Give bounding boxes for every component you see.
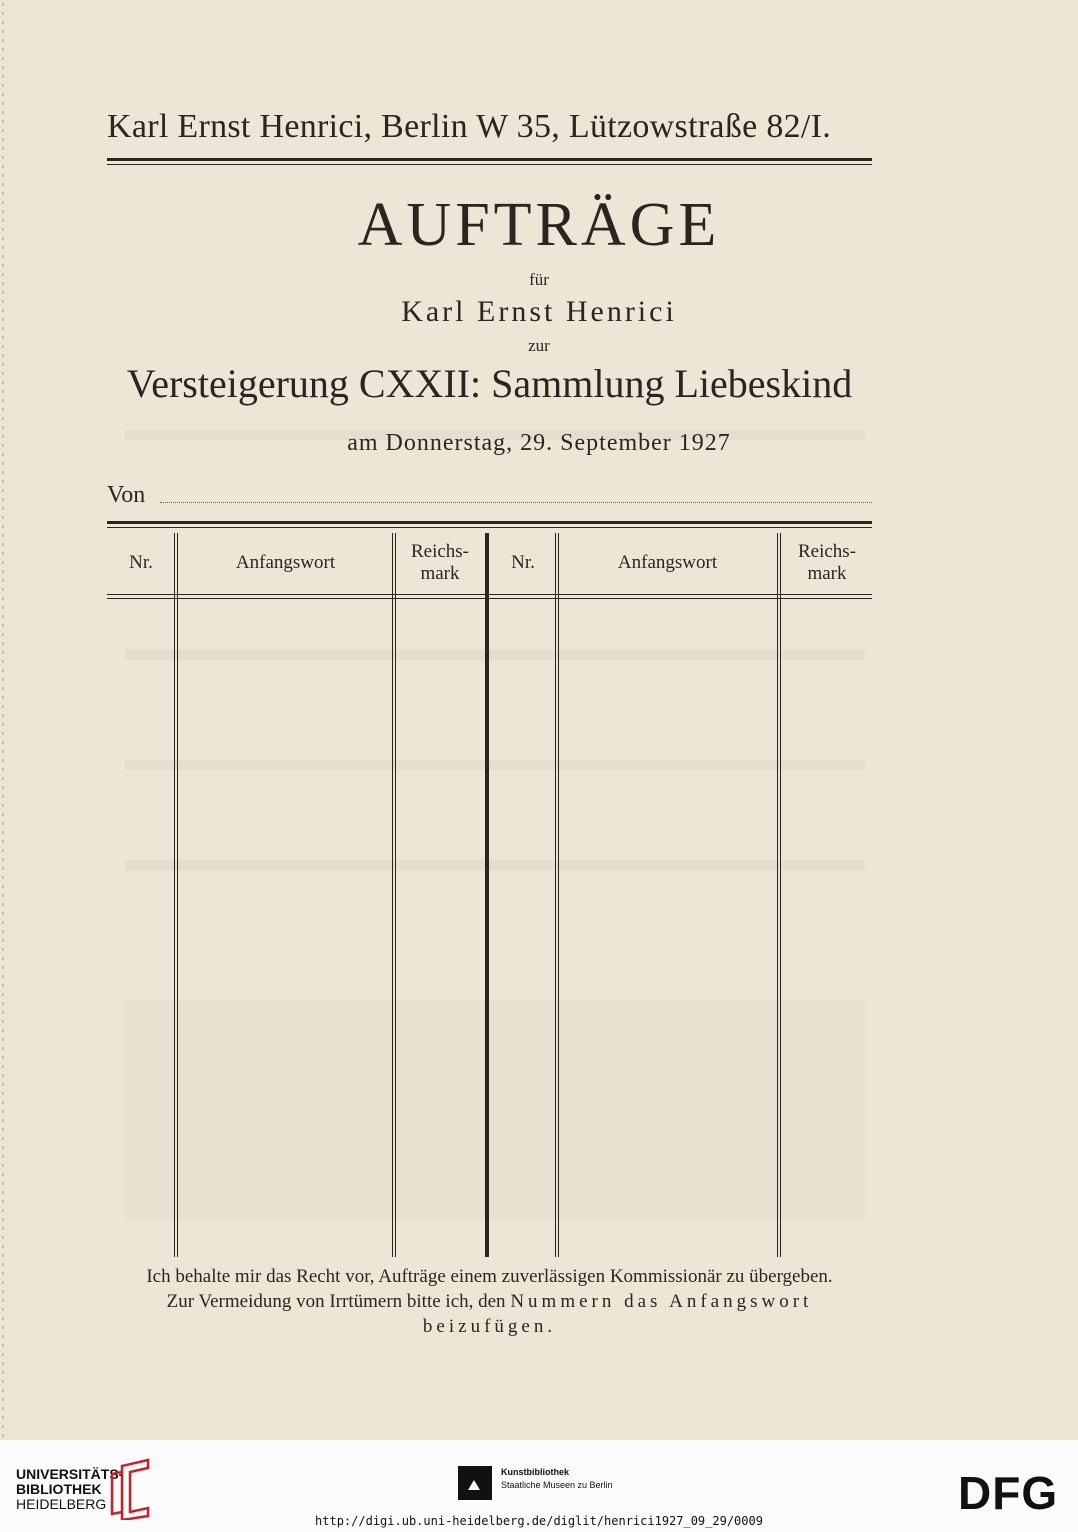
page-title: AUFTRÄGE bbox=[357, 191, 721, 259]
company-name: Karl Ernst Henrici bbox=[401, 295, 677, 328]
col-header-nr-right: Nr. bbox=[511, 552, 535, 573]
header-bottom-rule bbox=[107, 594, 872, 595]
col-divider bbox=[558, 533, 559, 1257]
to-label: zur bbox=[528, 336, 550, 355]
col-header-reichsmark-line2: mark bbox=[420, 563, 460, 584]
kb-name: Kunstbibliothek bbox=[501, 1467, 569, 1477]
auction-date: am Donnerstag, 29. September 1927 bbox=[347, 430, 731, 456]
bleed-through bbox=[125, 860, 865, 870]
uh-line2: BIBLIOTHEK bbox=[16, 1481, 102, 1497]
table-top-rule bbox=[107, 521, 872, 524]
kb-sub: Staatliche Museen zu Berlin bbox=[501, 1480, 613, 1490]
footer-note-line2a: Zur Vermeidung von Irrtümern bitte ich, den bbox=[166, 1291, 506, 1312]
kunstbibliothek-icon[interactable] bbox=[458, 1466, 492, 1500]
col-divider bbox=[177, 533, 178, 1257]
col-divider bbox=[174, 533, 175, 1257]
col-divider bbox=[555, 533, 556, 1257]
from-fill-line[interactable] bbox=[160, 502, 872, 503]
col-divider bbox=[777, 533, 778, 1257]
col-header-reichsmark-line1: Reichs- bbox=[410, 541, 470, 562]
col-header-anfangswort: Anfangswort bbox=[235, 552, 336, 573]
header-rule-thin bbox=[107, 164, 872, 165]
col-divider bbox=[395, 533, 396, 1257]
auction-title: Versteigerung CXXII: Sammlung Liebeskind bbox=[126, 361, 853, 406]
footer-note-line1: Ich behalte mir das Recht vor, Aufträge einem zuverlässigen Kommissionär zu übergeben. bbox=[146, 1266, 833, 1287]
col-header-reichsmark-right bbox=[782, 541, 872, 585]
center-divider bbox=[485, 533, 489, 1257]
col-divider bbox=[780, 533, 781, 1257]
for-label: für bbox=[529, 270, 549, 289]
col-header-nr: Nr. bbox=[129, 552, 153, 573]
footer-note-line3: beizufügen. bbox=[422, 1316, 557, 1337]
footer-note-line2b: Nummern das Anfangswort bbox=[510, 1291, 813, 1312]
permalink-url[interactable]: http://digi.ub.uni-heidelberg.de/diglit/henrici1927_09_29/0009 bbox=[315, 1514, 763, 1528]
col-header-reichsmark-right-line1: Reichs- bbox=[797, 541, 857, 562]
header-rule bbox=[107, 158, 872, 161]
col-header-reichsmark-right-line2: mark bbox=[807, 563, 847, 584]
bleed-through bbox=[125, 760, 865, 770]
col-header-anfangswort-right: Anfangswort bbox=[617, 552, 718, 573]
col-divider bbox=[392, 533, 393, 1257]
dfg-logo[interactable]: DFG bbox=[958, 1467, 1059, 1519]
uh-line3: HEIDELBERG bbox=[16, 1496, 107, 1512]
from-label: Von bbox=[107, 482, 146, 508]
publisher-header: Karl Ernst Henrici, Berlin W 35, Lützowstraße 82/I. bbox=[107, 108, 832, 145]
uh-line1: UNIVERSITÄTS- bbox=[16, 1466, 124, 1482]
heidelberg-library-icon[interactable] bbox=[108, 1458, 152, 1520]
table-top-rule-thin bbox=[107, 527, 872, 528]
footer-note-line2 bbox=[107, 1291, 872, 1313]
kunstbibliothek-logo-text[interactable] bbox=[501, 1466, 613, 1492]
col-header-reichsmark bbox=[396, 541, 484, 585]
bleed-through bbox=[125, 1000, 865, 1220]
header-bottom-rule-thin bbox=[107, 598, 872, 599]
bleed-through bbox=[125, 650, 865, 660]
